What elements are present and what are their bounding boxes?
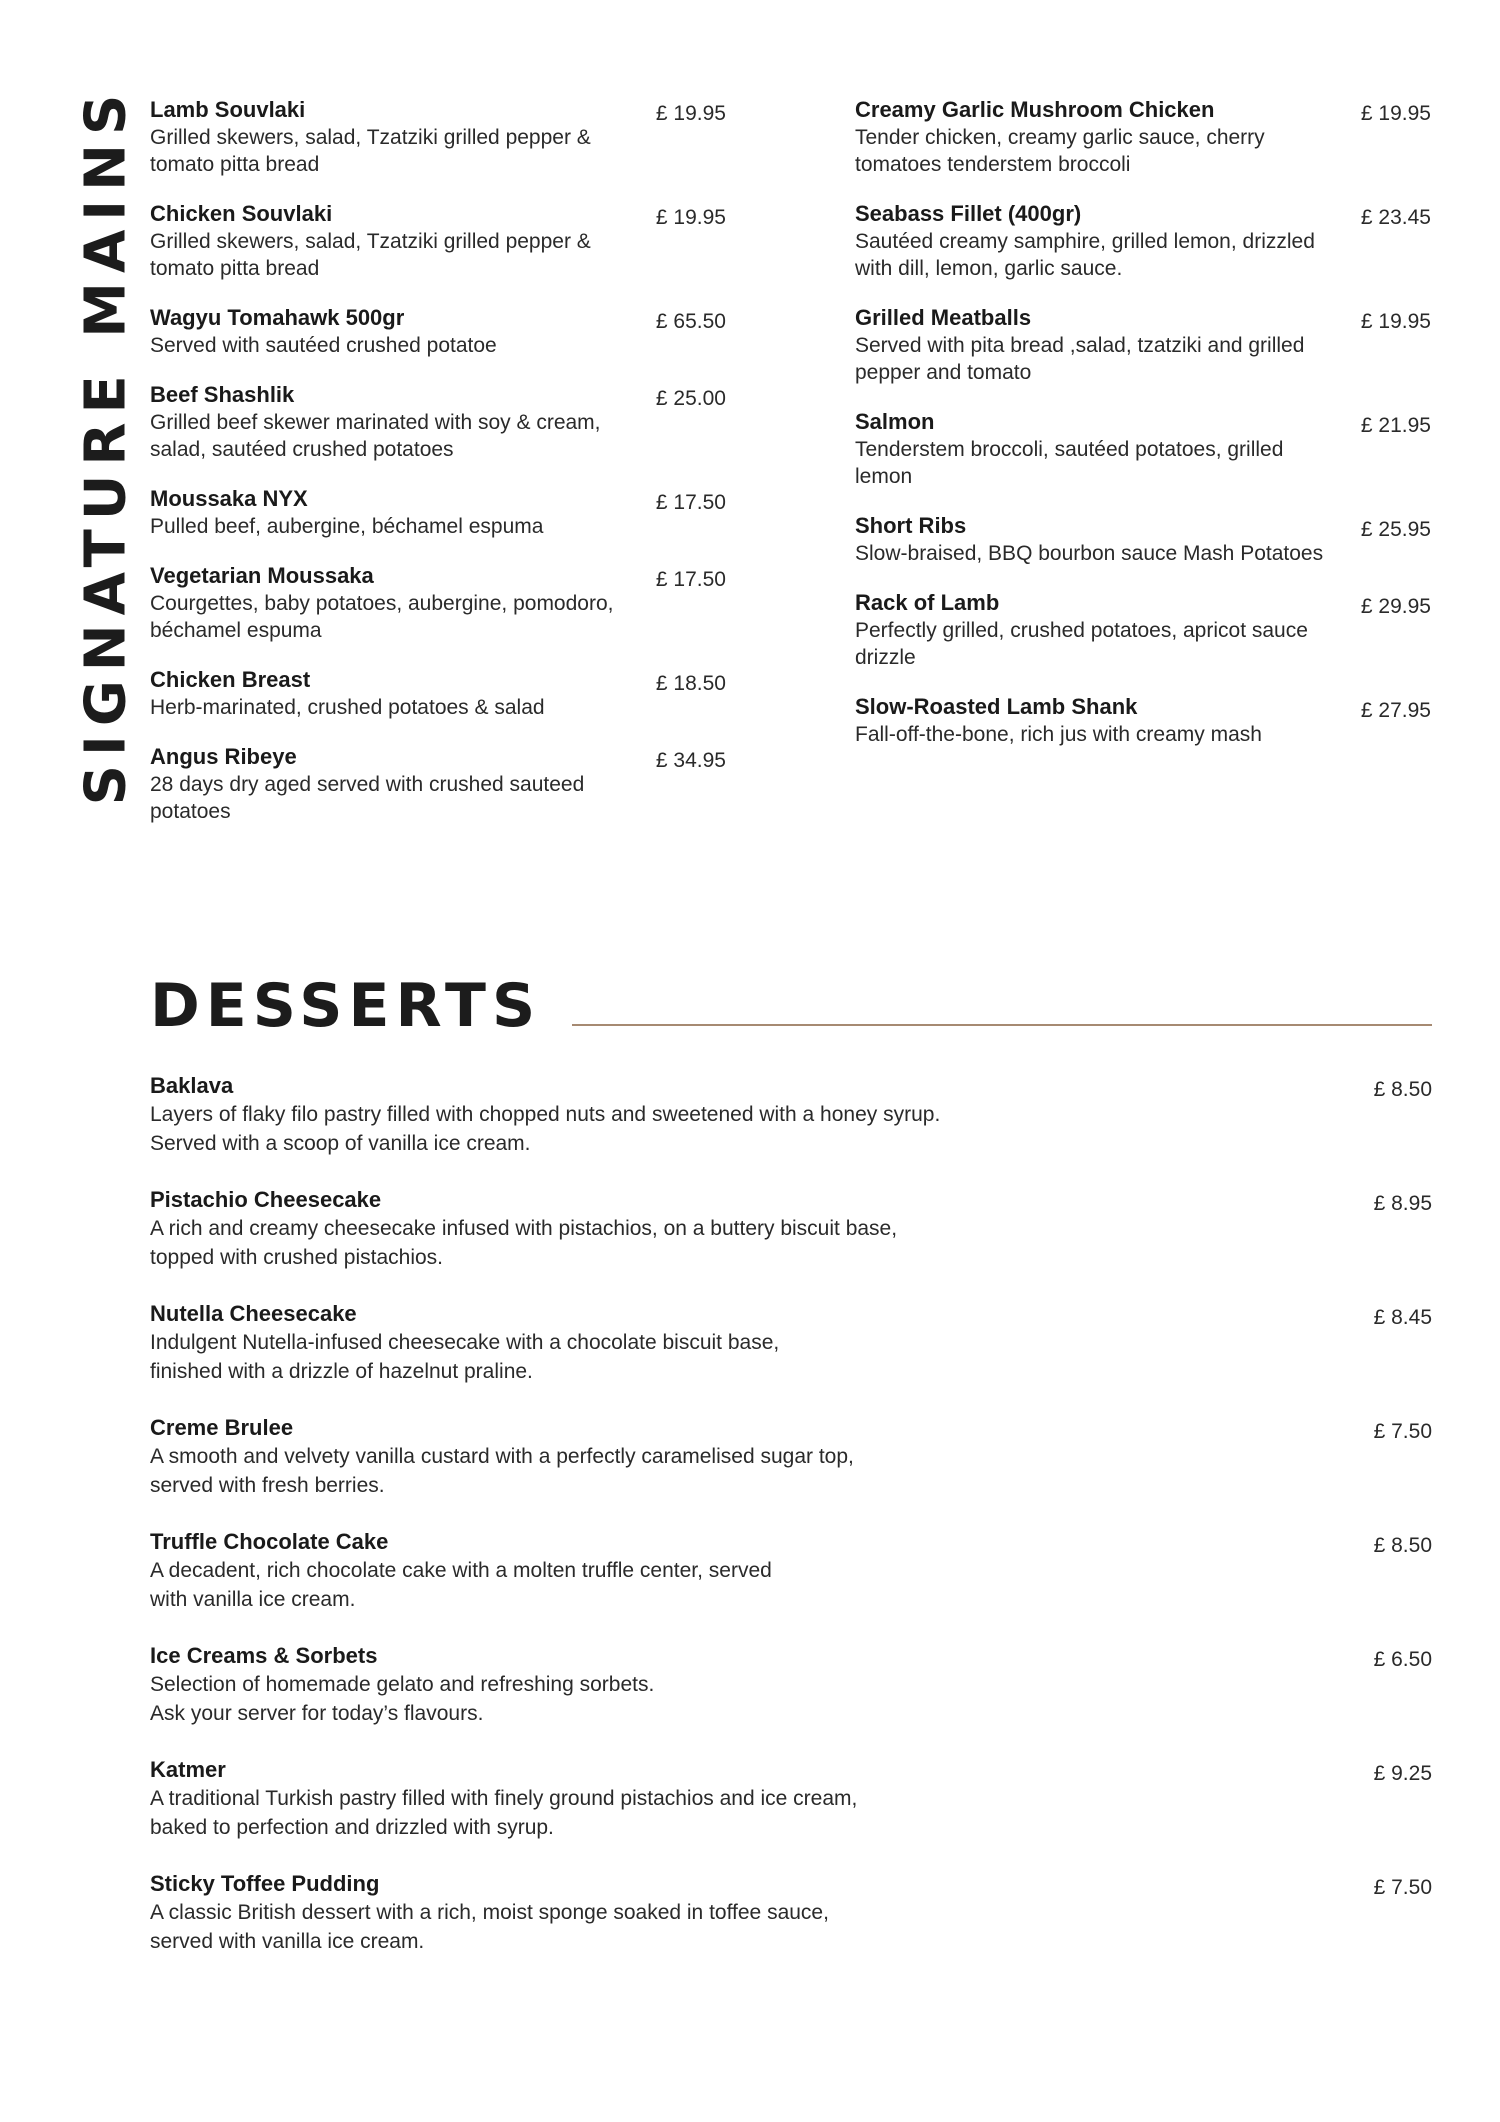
dessert-price: £ 8.45 <box>1373 1306 1432 1329</box>
desserts-title: DESSERTS <box>150 971 542 1041</box>
item-name: Vegetarian Moussaka <box>150 563 374 588</box>
menu-item <box>855 589 1431 671</box>
item-description: Tender chicken, creamy garlic sauce, cherry tomatoes tenderstem broccoli <box>855 126 1265 176</box>
dessert-price: £ 8.95 <box>1373 1192 1432 1215</box>
item-price: £ 34.95 <box>655 749 726 772</box>
item-price: £ 21.95 <box>1360 414 1431 437</box>
menu-item <box>855 96 1431 178</box>
dessert-item <box>150 1072 1432 1186</box>
item-name: Short Ribs <box>855 513 967 538</box>
dessert-name: Creme Brulee <box>150 1415 294 1440</box>
item-name: Lamb Souvlaki <box>150 97 306 122</box>
menu-item <box>150 743 726 825</box>
item-price: £ 17.50 <box>655 568 726 591</box>
menu-item <box>855 304 1431 386</box>
dessert-price: £ 8.50 <box>1373 1534 1432 1557</box>
item-name: Angus Ribeye <box>150 744 297 769</box>
dessert-price: £ 6.50 <box>1373 1648 1432 1671</box>
item-name: Wagyu Tomahawk 500gr <box>150 305 405 330</box>
dessert-description: A smooth and velvety vanilla custard with a perfectly caramelised sugar top, served with fresh berries. <box>150 1445 854 1497</box>
signature-mains-heading <box>73 85 139 805</box>
item-name: Chicken Breast <box>150 667 311 692</box>
item-description: Sautéed creamy samphire, grilled lemon, drizzled with dill, lemon, garlic sauce. <box>855 230 1315 280</box>
dessert-name: Baklava <box>150 1073 234 1098</box>
signature-mains-title: SIGNATURE MAINS <box>73 85 139 805</box>
item-price: £ 27.95 <box>1360 699 1431 722</box>
menu-item <box>150 381 726 463</box>
item-description: Grilled skewers, salad, Tzatziki grilled pepper & tomato pitta bread <box>150 230 591 280</box>
item-price: £ 25.00 <box>655 387 726 410</box>
desserts-heading <box>150 970 1432 1050</box>
dessert-name: Pistachio Cheesecake <box>150 1187 382 1212</box>
item-price: £ 25.95 <box>1360 518 1431 541</box>
dessert-item <box>150 1756 1432 1870</box>
dessert-price: £ 7.50 <box>1373 1420 1432 1443</box>
item-description: 28 days dry aged served with crushed sauteed potatoes <box>150 773 585 823</box>
menu-item <box>150 485 726 540</box>
menu-item <box>855 693 1431 748</box>
dessert-item <box>150 1414 1432 1528</box>
item-price: £ 65.50 <box>655 310 726 333</box>
item-name: Beef Shashlik <box>150 382 295 407</box>
item-description: Grilled beef skewer marinated with soy & cream, salad, sautéed crushed potatoes <box>150 411 601 461</box>
item-description: Courgettes, baby potatoes, aubergine, pomodoro, béchamel espuma <box>150 592 614 642</box>
item-description: Tenderstem broccoli, sautéed potatoes, grilled lemon <box>855 438 1284 488</box>
item-name: Slow-Roasted Lamb Shank <box>855 694 1138 719</box>
item-name: Chicken Souvlaki <box>150 201 333 226</box>
menu-item <box>150 304 726 359</box>
item-description: Grilled skewers, salad, Tzatziki grilled pepper & tomato pitta bread <box>150 126 591 176</box>
dessert-description: A rich and creamy cheesecake infused with pistachios, on a buttery biscuit base, topped with crushed pistachios. <box>150 1217 898 1269</box>
desserts-list <box>150 1072 1432 1984</box>
menu-item <box>150 666 726 721</box>
mains-column-right <box>855 96 1431 770</box>
dessert-name: Sticky Toffee Pudding <box>150 1871 380 1896</box>
dessert-item <box>150 1642 1432 1756</box>
item-price: £ 23.45 <box>1360 206 1431 229</box>
dessert-description: Selection of homemade gelato and refreshing sorbets. Ask your server for today’s flavours. <box>150 1673 655 1725</box>
menu-item <box>150 200 726 282</box>
item-description: Fall-off-the-bone, rich jus with creamy mash <box>855 723 1262 746</box>
item-description: Served with pita bread ,salad, tzatziki and grilled pepper and tomato <box>855 334 1305 384</box>
dessert-item <box>150 1300 1432 1414</box>
dessert-description: Layers of flaky filo pastry filled with chopped nuts and sweetened with a honey syrup. Served with a scoop of vanilla ice cream. <box>150 1103 941 1155</box>
item-price: £ 19.95 <box>655 206 726 229</box>
desserts-divider <box>572 1024 1432 1026</box>
dessert-description: A traditional Turkish pastry filled with finely ground pistachios and ice cream, baked to perfection and drizzled with syrup. <box>150 1787 858 1839</box>
item-description: Pulled beef, aubergine, béchamel espuma <box>150 515 544 538</box>
item-name: Creamy Garlic Mushroom Chicken <box>855 97 1215 122</box>
item-description: Perfectly grilled, crushed potatoes, apricot sauce drizzle <box>855 619 1308 669</box>
dessert-price: £ 8.50 <box>1373 1078 1432 1101</box>
dessert-name: Nutella Cheesecake <box>150 1301 357 1326</box>
item-description: Served with sautéed crushed potatoe <box>150 334 497 357</box>
item-name: Salmon <box>855 409 935 434</box>
item-name: Grilled Meatballs <box>855 305 1032 330</box>
dessert-item <box>150 1186 1432 1300</box>
dessert-item <box>150 1528 1432 1642</box>
menu-item <box>150 562 726 644</box>
dessert-name: Katmer <box>150 1757 226 1782</box>
item-price: £ 17.50 <box>655 491 726 514</box>
menu-item <box>855 512 1431 567</box>
item-price: £ 18.50 <box>655 672 726 695</box>
item-price: £ 29.95 <box>1360 595 1431 618</box>
dessert-price: £ 9.25 <box>1373 1762 1432 1785</box>
dessert-name: Truffle Chocolate Cake <box>150 1529 389 1554</box>
item-description: Herb-marinated, crushed potatoes & salad <box>150 696 545 719</box>
item-name: Moussaka NYX <box>150 486 308 511</box>
item-price: £ 19.95 <box>1360 310 1431 333</box>
dessert-description: A classic British dessert with a rich, moist sponge soaked in toffee sauce, served with vanilla ice cream. <box>150 1901 829 1953</box>
mains-column-left <box>150 96 726 847</box>
menu-item <box>150 96 726 178</box>
dessert-price: £ 7.50 <box>1373 1876 1432 1899</box>
dessert-item <box>150 1870 1432 1984</box>
dessert-description: A decadent, rich chocolate cake with a molten truffle center, served with vanilla ice cream. <box>150 1559 772 1611</box>
item-name: Rack of Lamb <box>855 590 1000 615</box>
menu-item <box>855 408 1431 490</box>
dessert-name: Ice Creams & Sorbets <box>150 1643 378 1668</box>
item-price: £ 19.95 <box>655 102 726 125</box>
item-name: Seabass Fillet (400gr) <box>855 201 1082 226</box>
item-price: £ 19.95 <box>1360 102 1431 125</box>
dessert-description: Indulgent Nutella-infused cheesecake with a chocolate biscuit base, finished with a drizzle of hazelnut praline. <box>150 1331 780 1383</box>
menu-item <box>855 200 1431 282</box>
item-description: Slow-braised, BBQ bourbon sauce Mash Potatoes <box>855 542 1324 565</box>
